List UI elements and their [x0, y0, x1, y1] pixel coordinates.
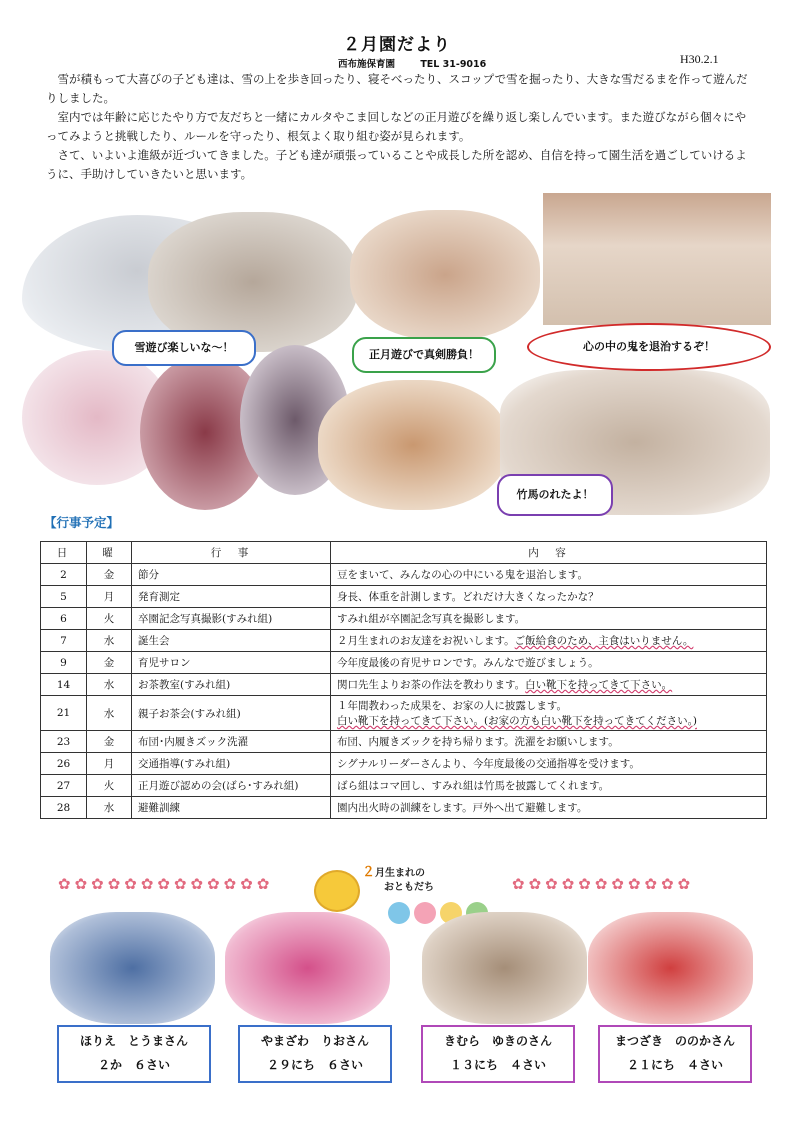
school-info: [338, 56, 508, 70]
row-event: 正月遊び認めの会(ばら･すみれ組): [132, 775, 331, 797]
birthday-heading-number: ２: [362, 865, 376, 880]
row-event: お茶教室(すみれ組): [132, 674, 331, 696]
row-day: 6: [41, 608, 87, 630]
row-event: 育児サロン: [132, 652, 331, 674]
row-event: 布団･内履きズック洗濯: [132, 731, 331, 753]
row-event: 発育測定: [132, 586, 331, 608]
row-content-text: 今年度最後の育児サロンです。みんなで遊びましょう。: [337, 657, 599, 669]
birthday-photo: [422, 912, 587, 1024]
row-dow: 火: [87, 775, 132, 797]
row-content-text: ２月生まれのお友達をお祝いします。: [337, 635, 515, 647]
row-content-text: 身長、体重を計測します。どれだけ大きくなったかな？: [337, 591, 599, 603]
row-content-text: 関口先生よりお茶の作法を教わります。: [337, 679, 526, 691]
row-content: [331, 731, 767, 753]
row-content-note: 白い靴下を持ってきて下さい。: [525, 679, 673, 691]
intro-paragraph: 室内では年齢に応じたやり方で友だちと一緒にカルタやこま回しなどの正月遊びを繰り返し楽しんでいます。また遊びながら個々にやってみようと挑戦したり、ルールを守ったり、根気よく取り組む姿が見られます。: [46, 110, 747, 143]
child-age: ２９にち ６さい: [266, 1058, 363, 1072]
photo-cards: [318, 380, 508, 510]
birthday-card: [421, 1025, 575, 1083]
row-content-text: 布団、内履きズックを持ち帰ります。洗濯をお願いします。: [337, 736, 619, 748]
issue-date: H30.2.1: [680, 52, 719, 66]
header-dow: 曜: [87, 542, 132, 564]
kid-icon: [388, 902, 410, 924]
caption-bubble-takeuma: 竹馬のれたよ！: [497, 474, 613, 516]
birthday-card: [238, 1025, 392, 1083]
row-event: 交通指導(すみれ組): [132, 753, 331, 775]
flower-decoration-left: ✿✿✿✿✿✿✿✿✿✿✿✿✿: [58, 875, 274, 893]
child-name: ほりえ とうまさん: [79, 1034, 188, 1048]
mascot-icon: [314, 870, 360, 912]
row-dow: 金: [87, 652, 132, 674]
table-row: [41, 797, 767, 819]
birthday-card: [57, 1025, 211, 1083]
row-event: 卒園記念写真撮影(すみれ組): [132, 608, 331, 630]
birthday-heading-line2: おともだち: [384, 882, 434, 893]
row-content-note: ご飯給食のため、主食はいりません。: [514, 635, 694, 647]
row-content: [331, 564, 767, 586]
row-content: [331, 652, 767, 674]
intro-paragraph: 雪が積もって大喜びの子ども達は、雪の上を歩き回ったり、寝そべったり、スコップで雪を掘ったり、大きな雪だるまを作って遊んだりしました。: [46, 72, 748, 105]
row-content-text: 豆をまいて、みんなの心の中にいる鬼を退治します。: [337, 569, 588, 581]
schedule-heading: 【行事予定】: [44, 515, 120, 530]
child-name: まつざき ののかさん: [614, 1034, 735, 1048]
row-content: [331, 586, 767, 608]
row-event: 誕生会: [132, 630, 331, 652]
table-row: [41, 586, 767, 608]
table-header-row: [41, 542, 767, 564]
caption-bubble-snow: 雪遊び楽しいな～！: [112, 330, 256, 366]
row-dow: 月: [87, 586, 132, 608]
row-day: 21: [41, 696, 87, 731]
row-day: 14: [41, 674, 87, 696]
row-content-text: すみれ組が卒園記念写真を撮影します。: [337, 613, 526, 625]
row-dow: 金: [87, 731, 132, 753]
row-content: [331, 775, 767, 797]
row-dow: 水: [87, 630, 132, 652]
photo-karuta: [350, 210, 540, 340]
intro-paragraph: さて、いよいよ進級が近づいてきました。子ども達が頑張っていることや成長した所を認め、自信を持って園生活を過ごしていけるように、手助けしていきたいと思います。: [46, 148, 747, 181]
header-event: 行 事: [132, 542, 331, 564]
birthday-card: [598, 1025, 752, 1083]
page-title: ２月園だより: [343, 35, 451, 55]
row-dow: 水: [87, 696, 132, 731]
row-day: 7: [41, 630, 87, 652]
table-row: [41, 753, 767, 775]
row-dow: 水: [87, 797, 132, 819]
photo-oni-masks: [543, 193, 771, 325]
row-event: 避難訓練: [132, 797, 331, 819]
flower-decoration-right: ✿✿✿✿✿✿✿✿✿✿✿: [512, 875, 695, 893]
birthday-photo: [588, 912, 753, 1024]
row-day: 23: [41, 731, 87, 753]
caption-bubble-oni: 心の中の鬼を退治するぞ！: [527, 323, 771, 371]
row-content-text: シグナルリーダーさんより、今年度最後の交通指導を受けます。: [337, 758, 640, 770]
row-day: 2: [41, 564, 87, 586]
table-row: [41, 608, 767, 630]
school-name: 西布施保育園: [338, 59, 396, 70]
row-event: 親子お茶会(すみれ組): [132, 696, 331, 731]
row-day: 28: [41, 797, 87, 819]
row-content: [331, 696, 767, 731]
header-day: 日: [41, 542, 87, 564]
table-row: [41, 564, 767, 586]
header-content: 内 容: [331, 542, 767, 564]
row-content: [331, 797, 767, 819]
table-row: [41, 630, 767, 652]
row-content-text: ばら組はコマ回し、すみれ組は竹馬を披露してくれます。: [337, 780, 610, 792]
row-content: [331, 630, 767, 652]
row-dow: 月: [87, 753, 132, 775]
child-name: やまざわ りおさん: [260, 1034, 369, 1048]
child-name: きむら ゆきのさん: [443, 1034, 552, 1048]
row-content: [331, 608, 767, 630]
table-row: [41, 775, 767, 797]
row-event: 節分: [132, 564, 331, 586]
child-age: ２か ６さい: [97, 1058, 170, 1072]
row-dow: 火: [87, 608, 132, 630]
row-content-text: 園内出火時の訓練をします。戸外へ出て避難します。: [337, 802, 588, 814]
row-day: 27: [41, 775, 87, 797]
row-day: 26: [41, 753, 87, 775]
birthday-photo: [50, 912, 215, 1024]
row-content: [331, 674, 767, 696]
row-day: 9: [41, 652, 87, 674]
table-row: [41, 696, 767, 731]
kid-icon: [414, 902, 436, 924]
child-age: １３にち ４さい: [449, 1058, 546, 1072]
child-age: ２１にち ４さい: [626, 1058, 723, 1072]
schedule-table: [40, 541, 767, 819]
row-content-text: １年間教わった成果を、お家の人に披露します。: [337, 700, 568, 712]
caption-bubble-newyear: 正月遊びで真剣勝負！: [352, 337, 496, 373]
row-dow: 金: [87, 564, 132, 586]
birthday-photo: [225, 912, 390, 1024]
row-content-note: 白い靴下を持ってきて下さい。(お家の方も白い靴下を持ってきてください。): [337, 715, 697, 727]
birthday-heading-rest: 月生まれの: [375, 868, 426, 879]
school-tel: TEL 31-9016: [420, 59, 487, 70]
table-row: [41, 674, 767, 696]
row-dow: 水: [87, 674, 132, 696]
row-day: 5: [41, 586, 87, 608]
row-content: [331, 753, 767, 775]
birthday-heading: [362, 866, 434, 895]
intro-text: [46, 70, 752, 184]
table-row: [41, 731, 767, 753]
table-row: [41, 652, 767, 674]
